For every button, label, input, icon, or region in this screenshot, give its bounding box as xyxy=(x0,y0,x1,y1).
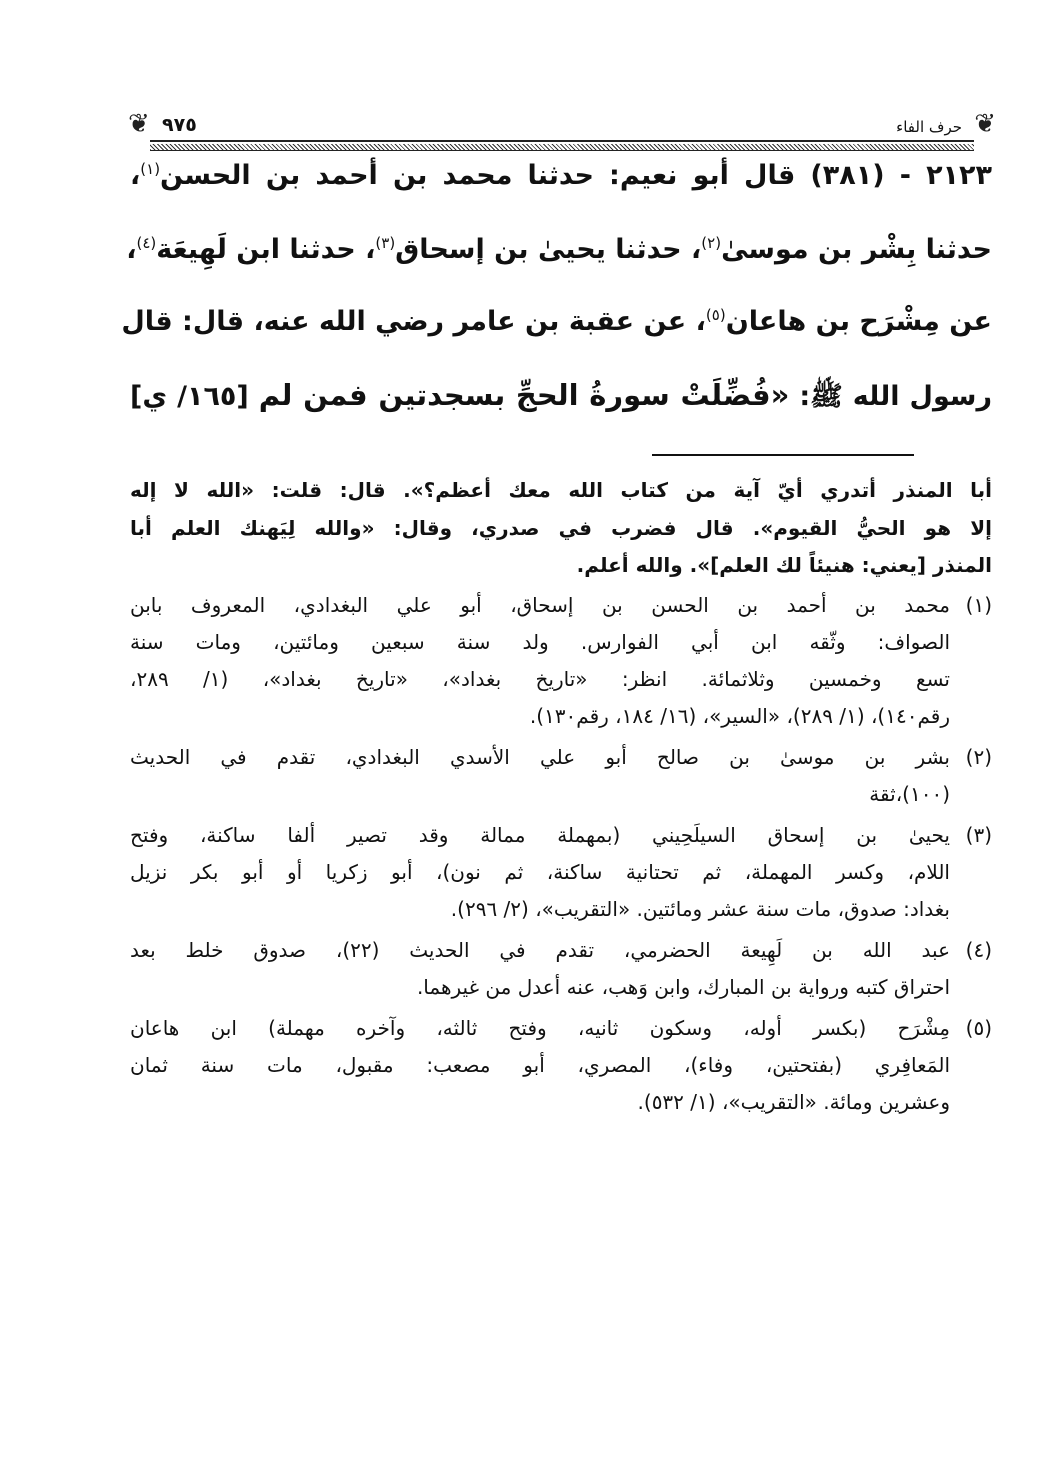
text-segment: [١٦٥/ ي] xyxy=(130,381,259,412)
text-segment: ، xyxy=(126,234,137,265)
text-line xyxy=(126,234,992,294)
footnote-line: رقم١٤٠)، (١/ ٢٨٩)، «السير»، (١٦/ ١٨٤، رقم١٣٠). xyxy=(529,703,950,728)
page-number: ٩٧٥ xyxy=(162,114,197,136)
text-segment: ، حدثنا ابن لَهِيعَة xyxy=(156,234,376,265)
prophetic-quote: «فُضِّلَتْ سورةُ الحجِّ بسجدتين فمن لم xyxy=(258,378,790,412)
footnote-line: اللام، وكسر المهملة، ثم تحتانية ساكنة، ثم نون)، أبو زكريا أو أبو بكر نزيل xyxy=(130,859,950,884)
footnote-line: عبد الله بن لَهِيعة الحضرمي، تقدم في الحديث (٢٢)، صدوق خلط بعد xyxy=(130,937,951,962)
footnote-number: (١) xyxy=(965,592,992,617)
footnote-line: يحيىٰ بن إسحاق السيلَحِيني (بمهملة ممالة وقد تصير ألفا ساكنة، وفتح xyxy=(130,822,950,847)
text-segment: حدثنا بِشْر بن موسىٰ xyxy=(721,234,992,265)
footnote-number: (٣) xyxy=(965,822,992,847)
footnote-line: احتراق كتبه ورواية بن المبارك، وابن وَهب، عنه أعدل من غيرهما. xyxy=(416,974,950,999)
footnote-continuation-line: أبا المنذر أتدري أيّ آية من كتاب الله معك أعظم؟». قال: قلت: «الله لا إله xyxy=(130,478,992,502)
text-segment: ، عن عقبة بن عامر رضي الله عنه، قال: قال xyxy=(121,306,706,337)
footnote-continuation-line: إلا هو الحيُّ القيوم». قال فضرب في صدري، وقال: «والله لِيَهنك العلم أبا xyxy=(130,515,992,540)
ornament-icon: ❦ xyxy=(974,109,996,139)
text-segment: رسول الله ﷺ: xyxy=(789,381,993,412)
footnote-line: محمد بن أحمد بن الحسن بن إسحاق، أبو علي البغدادي، المعروف بابن xyxy=(130,592,950,617)
header-hatch-border xyxy=(150,144,974,151)
footnote-line: المَعافِري (بفتحتين، وفاء)، المصري، أبو مصعب: مقبول، مات سنة ثمان xyxy=(130,1052,950,1077)
footnote-line: (١٠٠)،ثقة xyxy=(869,781,950,806)
ornament-icon: ❦ xyxy=(128,109,150,139)
footnote-line: مِشْرَح (بكسر أوله، وسكون ثانيه، وفتح ثالثه، وآخره مهملة) ابن هاعان xyxy=(130,1015,950,1040)
footnote-line: وعشرين ومائة. «التقريب»، (١/ ٥٣٢). xyxy=(637,1089,950,1114)
footnote-line: تسع وخمسين وثلاثمائة. انظر: «تاريخ بغداد»، «تاريخ بغداد»، (١/ ٢٨٩، xyxy=(130,666,950,691)
footnote-line: بشر بن موسىٰ بن صالح أبو علي الأسدي البغدادي، تقدم في الحديث xyxy=(130,744,950,769)
footnote-number: (٥) xyxy=(965,1015,992,1040)
footnote-ref: (٣) xyxy=(375,234,396,252)
text-segment: عن مِشْرَح بن هاعان xyxy=(725,306,992,337)
text-segment: ، xyxy=(130,160,141,191)
header-rule xyxy=(150,140,974,142)
text-line xyxy=(130,378,992,438)
text-segment: ٢١٢٣ - (٣٨١) قال أبو نعيم: حدثنا محمد بن أحمد بن الحسن xyxy=(160,160,992,191)
footnote-separator xyxy=(652,454,914,456)
footnote-ref: (٤) xyxy=(136,234,157,252)
footnote-ref: (٥) xyxy=(705,306,726,324)
footnote-number: (٢) xyxy=(965,744,992,769)
footnote-line: بغداد: صدوق، مات سنة عشر ومائتين. «التقريب»، (٢/ ٢٩٦). xyxy=(450,896,950,921)
footnote-number: (٤) xyxy=(965,937,992,962)
chapter-title: حرف الفاء xyxy=(896,118,962,136)
footnote-ref: (١) xyxy=(140,160,161,178)
footnote-continuation-line: المنذر [يعني: هنيئاً لك العلم]». والله أعلم. xyxy=(576,553,992,577)
footnote-line: الصواف: وثّقه ابن أبي الفوارس. ولد سنة سبعين ومائتين، ومات سنة xyxy=(130,629,950,654)
page-header xyxy=(128,104,996,150)
text-line xyxy=(130,160,992,220)
text-line xyxy=(121,306,992,366)
text-segment: ، حدثنا يحيىٰ بن إسحاق xyxy=(395,234,702,265)
footnote-ref: (٢) xyxy=(701,234,722,252)
